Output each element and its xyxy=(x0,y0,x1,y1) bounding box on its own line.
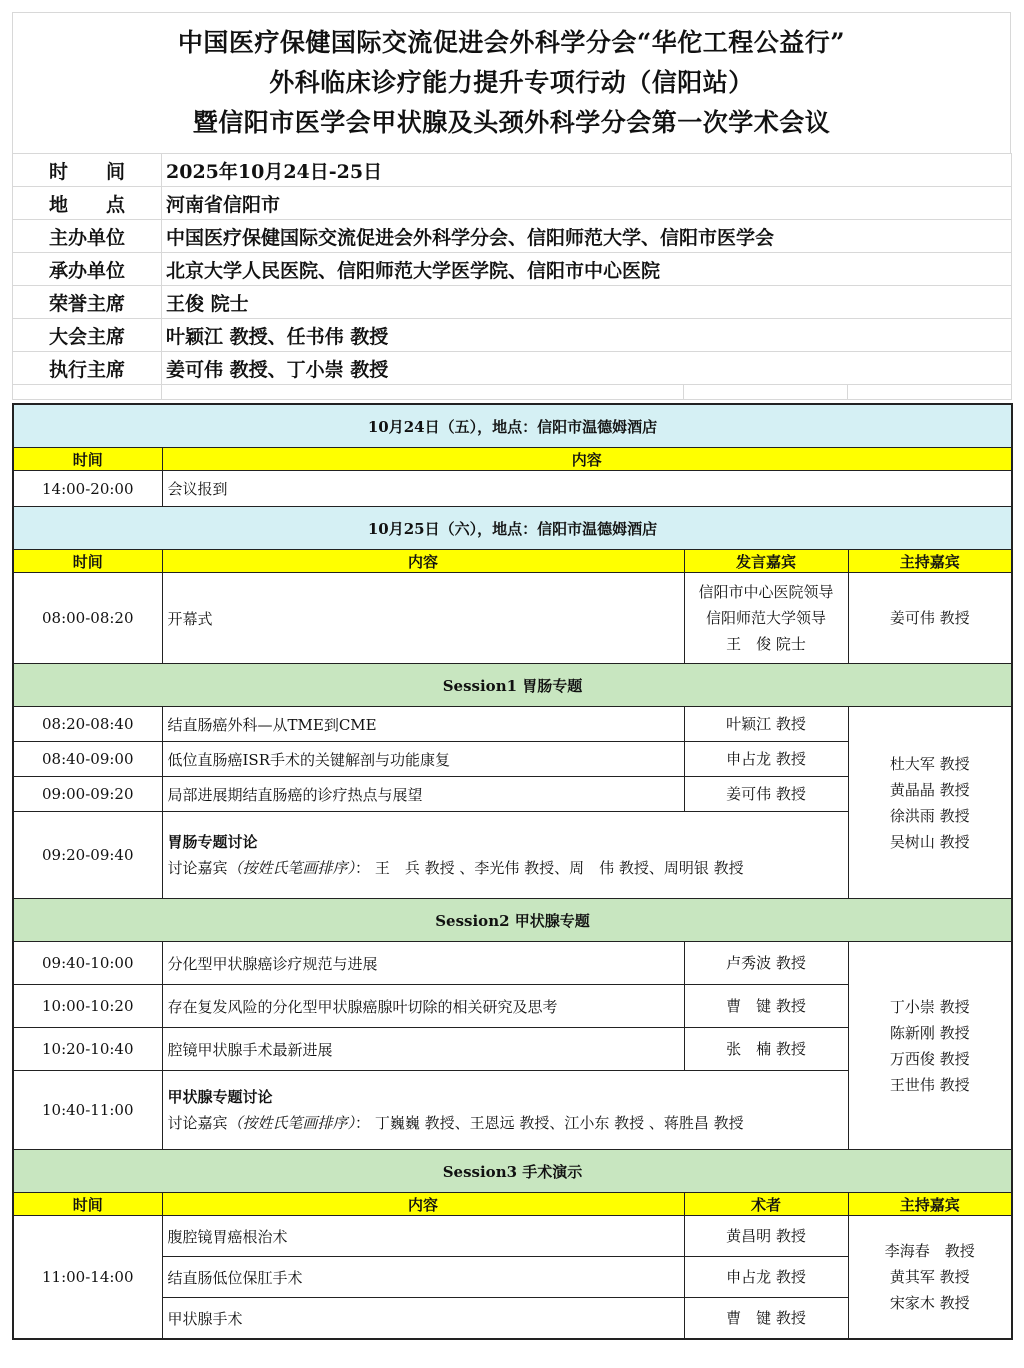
row-surgeon: 申占龙 教授 xyxy=(684,1257,848,1298)
col-header-content: 内容 xyxy=(162,448,1012,471)
empty-cell xyxy=(13,385,162,400)
row-speaker: 姜可伟 教授 xyxy=(684,777,848,812)
title-line-2: 外科临床诊疗能力提升专项行动（信阳站） xyxy=(269,68,754,97)
row-speaker: 卢秀波 教授 xyxy=(684,942,848,985)
host-name: 黄其军 教授 xyxy=(889,1268,970,1286)
schedule-table xyxy=(12,403,1013,1340)
row-surgeon: 曹 键 教授 xyxy=(684,1298,848,1340)
session1-hosts xyxy=(848,707,1012,899)
info-row-honorary-chair xyxy=(13,286,1012,319)
discussion-content xyxy=(162,812,848,899)
host-name: 万西俊 教授 xyxy=(889,1049,970,1068)
row-time: 10:20-10:40 xyxy=(13,1028,162,1071)
session2-hosts xyxy=(848,942,1012,1150)
discussion-prefix: 讨论嘉宾 xyxy=(167,1114,228,1132)
info-value: 王俊 院士 xyxy=(162,286,1012,319)
row-content: 低位直肠癌ISR手术的关键解剖与功能康复 xyxy=(162,742,684,777)
opening-speakers xyxy=(684,573,848,664)
col-header-content: 内容 xyxy=(162,1193,684,1216)
speaker-name: 信阳市中心医院领导 xyxy=(698,583,834,601)
row-content: 结直肠低位保肛手术 xyxy=(162,1257,684,1298)
info-row-organizer xyxy=(13,253,1012,286)
row-time: 08:00-08:20 xyxy=(13,573,162,664)
info-spacer-row xyxy=(13,385,1012,400)
info-value: 2025年10月24日-25日 xyxy=(162,154,1012,187)
discussion-title: 胃肠专题讨论 xyxy=(167,833,258,851)
row-speaker: 申占龙 教授 xyxy=(684,742,848,777)
host-name: 李海春 教授 xyxy=(884,1242,975,1260)
host-name: 姜可伟 教授 xyxy=(848,573,1012,664)
row-content: 局部进展期结直肠癌的诊疗热点与展望 xyxy=(162,777,684,812)
info-value: 中国医疗保健国际交流促进会外科学分会、信阳师范大学、信阳市医学会 xyxy=(162,220,1012,253)
discussion-note: （按姓氏笔画排序） xyxy=(227,859,356,877)
row-time: 09:40-10:00 xyxy=(13,942,162,985)
row-time: 09:20-09:40 xyxy=(13,812,162,899)
host-name: 王世伟 教授 xyxy=(889,1075,970,1094)
col-header-time: 时间 xyxy=(13,550,162,573)
discussion-prefix: 讨论嘉宾 xyxy=(167,859,228,877)
row-content: 存在复发风险的分化型甲状腺癌腺叶切除的相关研究及思考 xyxy=(162,985,684,1028)
info-table xyxy=(12,153,1012,400)
day1-heading-row xyxy=(13,404,1012,448)
row-surgeon: 黄昌明 教授 xyxy=(684,1216,848,1257)
row-content: 甲状腺手术 xyxy=(162,1298,684,1340)
empty-cell xyxy=(684,385,848,400)
row-speaker: 张 楠 教授 xyxy=(684,1028,848,1071)
session1-heading-row xyxy=(13,664,1012,707)
agenda-page xyxy=(12,12,1011,1340)
session3-heading-row xyxy=(13,1150,1012,1193)
info-label: 荣誉主席 xyxy=(13,286,162,319)
discussion-colon: ： xyxy=(355,1114,371,1132)
row-time: 08:40-09:00 xyxy=(13,742,162,777)
col-header-time: 时间 xyxy=(13,448,162,471)
row-content: 开幕式 xyxy=(162,573,684,664)
session3-title: Session3 手术演示 xyxy=(13,1150,1012,1193)
session1-title: Session1 胃肠专题 xyxy=(13,664,1012,707)
discussion-guests-line xyxy=(168,855,848,881)
session2-heading-row xyxy=(13,899,1012,942)
discussion-title: 甲状腺专题讨论 xyxy=(167,1088,273,1106)
row-time: 11:00-14:00 xyxy=(13,1216,162,1340)
col-header-speaker: 发言嘉宾 xyxy=(684,550,848,573)
discussion-guests: 王 兵 教授 、李光伟 教授、周 伟 教授、周明银 教授 xyxy=(374,859,744,877)
session2-row xyxy=(13,942,1012,985)
day2-heading: 10月25日（六），地点：信阳市温德姆酒店 xyxy=(13,507,1012,550)
col-header-host: 主持嘉宾 xyxy=(848,550,1012,573)
speaker-name: 王 俊 院士 xyxy=(726,635,806,653)
session3-header-row xyxy=(13,1193,1012,1216)
host-name: 吴树山 教授 xyxy=(889,832,970,851)
col-header-content: 内容 xyxy=(162,550,684,573)
row-time: 10:40-11:00 xyxy=(13,1071,162,1150)
row-time: 09:00-09:20 xyxy=(13,777,162,812)
info-row-place xyxy=(13,187,1012,220)
row-speaker: 叶颖江 教授 xyxy=(684,707,848,742)
speaker-name: 信阳师范大学领导 xyxy=(705,609,826,627)
day2-heading-row xyxy=(13,507,1012,550)
info-value: 北京大学人民医院、信阳师范大学医学院、信阳市中心医院 xyxy=(162,253,1012,286)
session3-hosts xyxy=(848,1216,1012,1340)
row-content: 腔镜甲状腺手术最新进展 xyxy=(162,1028,684,1071)
opening-row xyxy=(13,573,1012,664)
session3-row xyxy=(13,1216,1012,1257)
info-row-time xyxy=(13,154,1012,187)
info-label: 承办单位 xyxy=(13,253,162,286)
discussion-guests-line xyxy=(168,1110,848,1136)
row-time: 14:00-20:00 xyxy=(13,471,162,507)
day1-row xyxy=(13,471,1012,507)
host-name: 陈新刚 教授 xyxy=(889,1023,970,1042)
info-label: 地 点 xyxy=(13,187,162,220)
info-row-host xyxy=(13,220,1012,253)
col-header-time: 时间 xyxy=(13,1193,162,1216)
host-name: 黄晶晶 教授 xyxy=(889,780,970,799)
row-speaker: 曹 键 教授 xyxy=(684,985,848,1028)
session1-row xyxy=(13,707,1012,742)
empty-cell xyxy=(848,385,1012,400)
day1-heading: 10月24日（五），地点：信阳市温德姆酒店 xyxy=(13,404,1012,448)
discussion-colon: ： xyxy=(355,859,371,877)
info-label: 大会主席 xyxy=(13,319,162,352)
row-content: 结直肠癌外科—从TME到CME xyxy=(162,707,684,742)
day2-header-row xyxy=(13,550,1012,573)
host-name: 宋家木 教授 xyxy=(889,1294,970,1312)
title-line-1: 中国医疗保健国际交流促进会外科学分会“华佗工程公益行” xyxy=(177,28,846,57)
row-time: 10:00-10:20 xyxy=(13,985,162,1028)
host-name: 杜大军 教授 xyxy=(889,754,970,773)
col-header-host: 主持嘉宾 xyxy=(848,1193,1012,1216)
discussion-content xyxy=(162,1071,848,1150)
info-value: 河南省信阳市 xyxy=(162,187,1012,220)
info-label: 主办单位 xyxy=(13,220,162,253)
day1-header-row xyxy=(13,448,1012,471)
info-row-exec-chair xyxy=(13,352,1012,385)
discussion-note: （按姓氏笔画排序） xyxy=(227,1114,356,1132)
empty-cell xyxy=(162,385,684,400)
host-name: 丁小崇 教授 xyxy=(889,997,970,1016)
host-name: 徐洪雨 教授 xyxy=(889,806,970,825)
title-line-3: 暨信阳市医学会甲状腺及头颈外科学分会第一次学术会议 xyxy=(192,108,831,137)
page-title xyxy=(12,12,1011,153)
session2-title: Session2 甲状腺专题 xyxy=(13,899,1012,942)
info-row-chair xyxy=(13,319,1012,352)
row-content: 分化型甲状腺癌诊疗规范与进展 xyxy=(162,942,684,985)
info-value: 叶颖江 教授、任书伟 教授 xyxy=(162,319,1012,352)
discussion-guests: 丁巍巍 教授、王恩远 教授、江小东 教授 、蒋胜昌 教授 xyxy=(374,1114,744,1132)
info-value: 姜可伟 教授、丁小崇 教授 xyxy=(162,352,1012,385)
row-time: 08:20-08:40 xyxy=(13,707,162,742)
info-label: 执行主席 xyxy=(13,352,162,385)
row-content: 腹腔镜胃癌根治术 xyxy=(162,1216,684,1257)
row-content: 会议报到 xyxy=(162,471,1012,507)
info-label: 时 间 xyxy=(13,154,162,187)
col-header-surgeon: 术者 xyxy=(684,1193,848,1216)
